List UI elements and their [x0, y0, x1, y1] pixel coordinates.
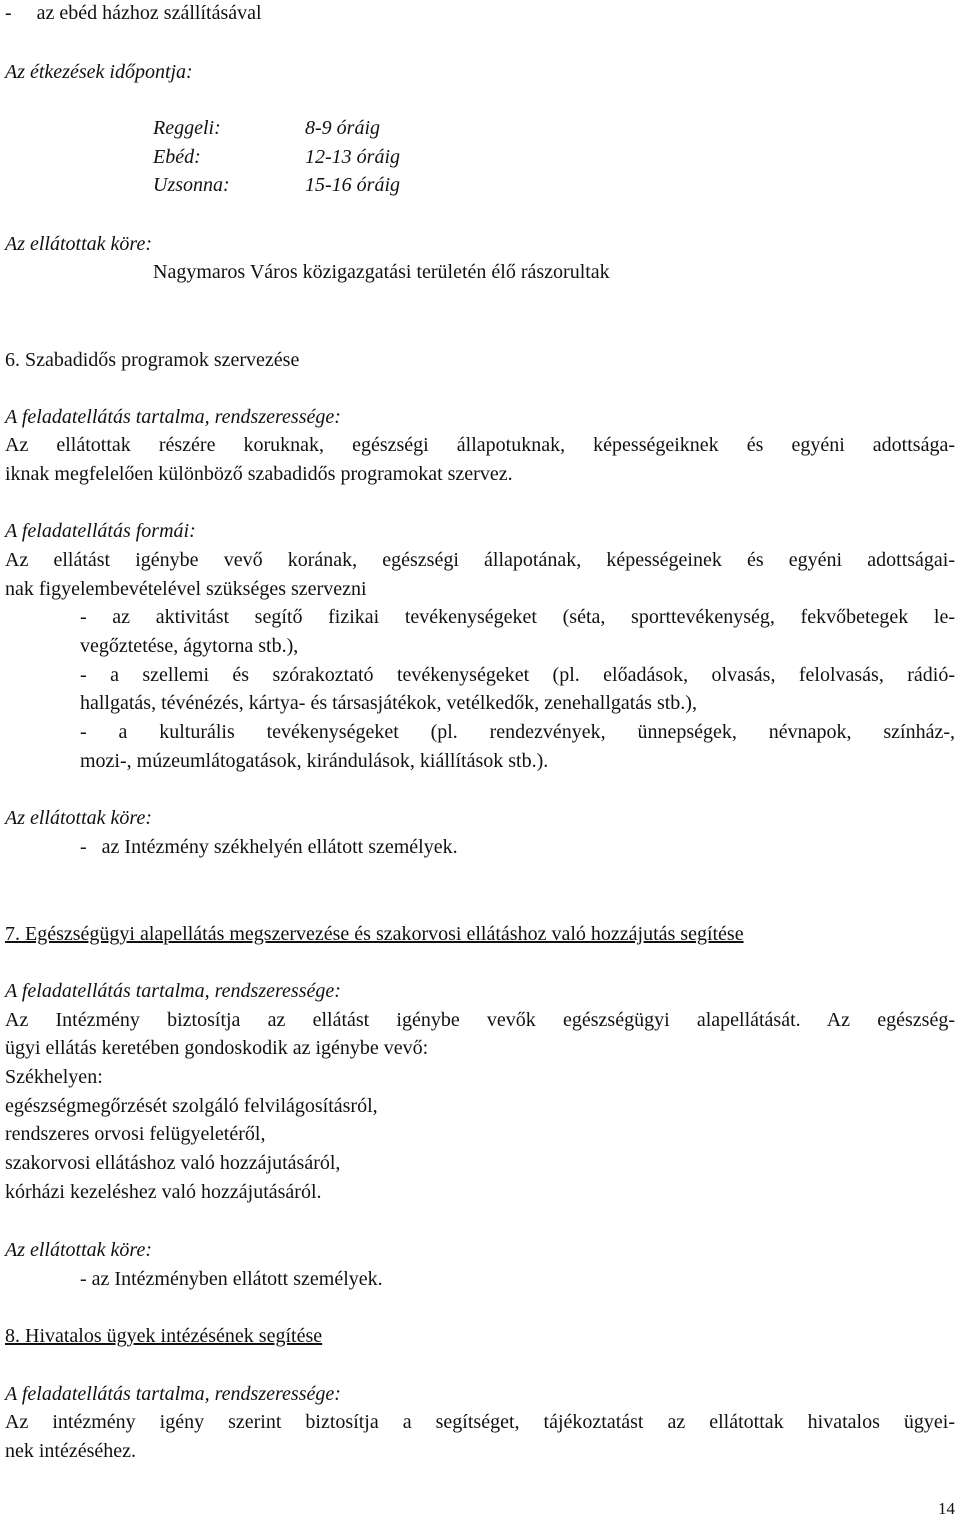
text-line: Az ellátást igénybe vevő korának, egészségi állapotának, képességeinek és egyéni adottságai-	[5, 549, 955, 571]
list-item: egészségmegőrzését szolgáló felvilágosításról,	[5, 1095, 378, 1117]
value-snack: 15-16 óráig	[305, 174, 400, 196]
text-line: nek intézéséhez.	[5, 1440, 137, 1462]
label-meal-times: Az étkezések időpontja:	[5, 61, 193, 83]
section-heading-7: 7. Egészségügyi alapellátás megszervezése és szakorvosi ellátáshoz való hozzájutás segítése	[5, 923, 744, 945]
list-item: - a kulturális tevékenységeket (pl. rendezvények, ünnepségek, névnapok, színház-,	[80, 721, 955, 743]
list-item: kórházi kezeléshez való hozzájutásáról.	[5, 1181, 322, 1203]
text-line: - az ebéd házhoz szállításával	[5, 2, 262, 24]
list-item: mozi-, múzeumlátogatások, kirándulások, kiállítások stb.).	[80, 750, 549, 772]
value-lunch: 12-13 óráig	[305, 146, 400, 168]
list-item: - a szellemi és szórakoztató tevékenységeket (pl. előadások, olvasás, felolvasás, rádió-	[80, 664, 955, 686]
text-line: Székhelyen:	[5, 1066, 103, 1088]
label-recipients: Az ellátottak köre:	[5, 233, 152, 255]
page-number: 14	[938, 1499, 955, 1518]
text-line: Az ellátottak részére koruknak, egészségi állapotuknak, képességeiknek és egyéni adottsága-	[5, 434, 955, 456]
list-item: - az Intézményben ellátott személyek.	[80, 1268, 383, 1290]
text-line: Nagymaros Város közigazgatási területén élő rászorultak	[153, 261, 610, 283]
label-breakfast: Reggeli:	[153, 117, 221, 139]
list-item: - az aktivitást segítő fizikai tevékenységeket (séta, sporttevékenység, fekvőbetegek le-	[80, 606, 955, 628]
text-line: iknak megfelelően különböző szabadidős programokat szervez.	[5, 463, 513, 485]
label-recipients: Az ellátottak köre:	[5, 1239, 152, 1261]
list-item: rendszeres orvosi felügyeletéről,	[5, 1123, 266, 1145]
list-item: hallgatás, tévénézés, kártya- és társasjátékok, vetélkedők, zenehallgatás stb.),	[80, 692, 697, 714]
section-heading-8: 8. Hivatalos ügyek intézésének segítése	[5, 1325, 323, 1347]
list-item: vegőztetése, ágytorna stb.),	[80, 635, 299, 657]
label-recipients: Az ellátottak köre:	[5, 807, 152, 829]
label-forms: A feladatellátás formái:	[5, 520, 196, 542]
list-item: - az Intézmény székhelyén ellátott személyek.	[80, 836, 458, 858]
text-line: Az Intézmény biztosítja az ellátást igénybe vevők egészségügyi alapellátását. Az egészség-	[5, 1009, 955, 1031]
value-breakfast: 8-9 óráig	[305, 117, 380, 139]
label-content: A feladatellátás tartalma, rendszeressége:	[5, 980, 341, 1002]
label-lunch: Ebéd:	[153, 146, 201, 168]
text-line: nak figyelembevételével szükséges szervezni	[5, 578, 367, 600]
label-content: A feladatellátás tartalma, rendszeressége:	[5, 406, 341, 428]
list-item: szakorvosi ellátáshoz való hozzájutásáról,	[5, 1152, 341, 1174]
text-line: Az intézmény igény szerint biztosítja a segítséget, tájékoztatást az ellátottak hivatalos ügyei-	[5, 1411, 955, 1433]
text-line: ügyi ellátás keretében gondoskodik az igénybe vevő:	[5, 1037, 429, 1059]
label-content: A feladatellátás tartalma, rendszeressége:	[5, 1383, 341, 1405]
section-heading-6: 6. Szabadidős programok szervezése	[5, 349, 300, 371]
label-snack: Uzsonna:	[153, 174, 230, 196]
